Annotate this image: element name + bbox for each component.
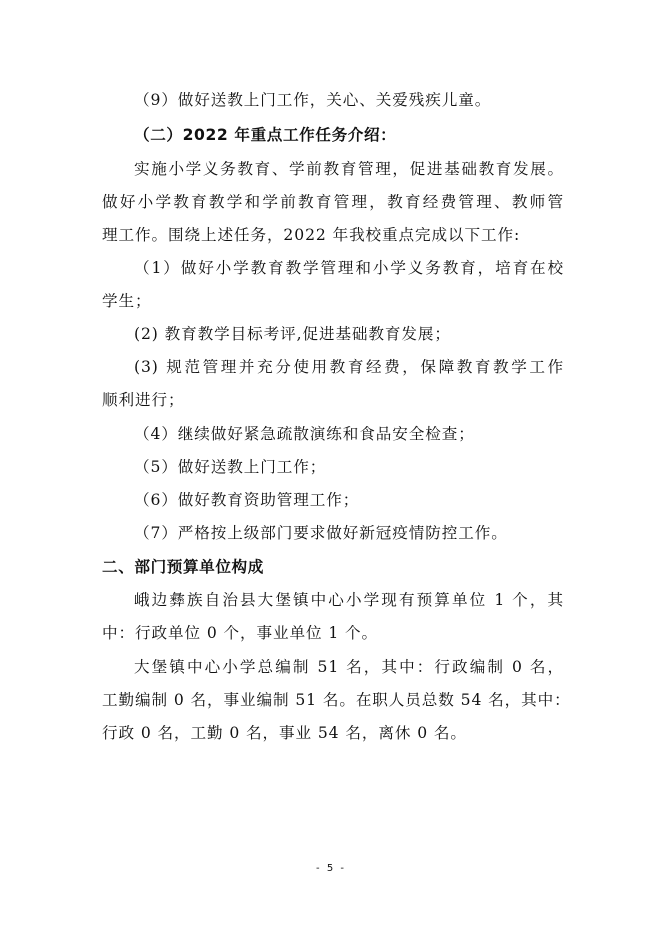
units-line-1: 峨边彝族自治县大堡镇中心小学现有预算单位 1 个，其	[134, 591, 564, 609]
task-2-text: (2) 教育教学目标考评,促进基础教育发展；	[134, 325, 451, 343]
intro-paragraph-line-1: 实施小学义务教育、学前教育管理，促进基础教育发展。	[134, 160, 564, 178]
task-3-line-2: 顺利进行；	[102, 391, 185, 409]
staff-line-2: 工勤编制 0 名，事业编制 51 名。在职人员总数 54 名，其中：	[102, 691, 571, 709]
task-7-text: （7）严格按上级部门要求做好新冠疫情防控工作。	[134, 524, 508, 542]
staff-line-3: 行政 0 名，工勤 0 名，事业 54 名，离休 0 名。	[102, 724, 467, 742]
task-3-line-1: (3) 规范管理并充分使用教育经费，保障教育教学工作	[134, 358, 564, 376]
task-1-line-2: 学生；	[102, 292, 152, 310]
item-9-text: （9）做好送教上门工作，关心、关爱残疾儿童。	[134, 91, 492, 109]
task-5-text: （5）做好送教上门工作；	[134, 458, 327, 476]
task-6-text: （6）做好教育资助管理工作；	[134, 491, 360, 509]
section-2-heading: （二）2022 年重点工作任务介绍：	[134, 126, 397, 144]
task-4-text: （4）继续做好紧急疏散演练和食品安全检查；	[134, 425, 475, 443]
task-1-line-1: （1）做好小学教育教学管理和小学义务教育，培育在校	[134, 259, 564, 277]
staff-line-1: 大堡镇中心小学总编制 51 名，其中：行政编制 0 名，	[134, 658, 564, 676]
intro-paragraph-line-2: 做好小学教育教学和学前教育管理，教育经费管理、教师管	[102, 193, 564, 211]
intro-paragraph-line-3: 理工作。围绕上述任务，2022 年我校重点完成以下工作:	[102, 226, 521, 244]
units-line-2: 中：行政单位 0 个，事业单位 1 个。	[102, 624, 378, 642]
page-number: - 5 -	[316, 863, 346, 874]
part-2-heading: 二、部门预算单位构成	[102, 558, 264, 576]
